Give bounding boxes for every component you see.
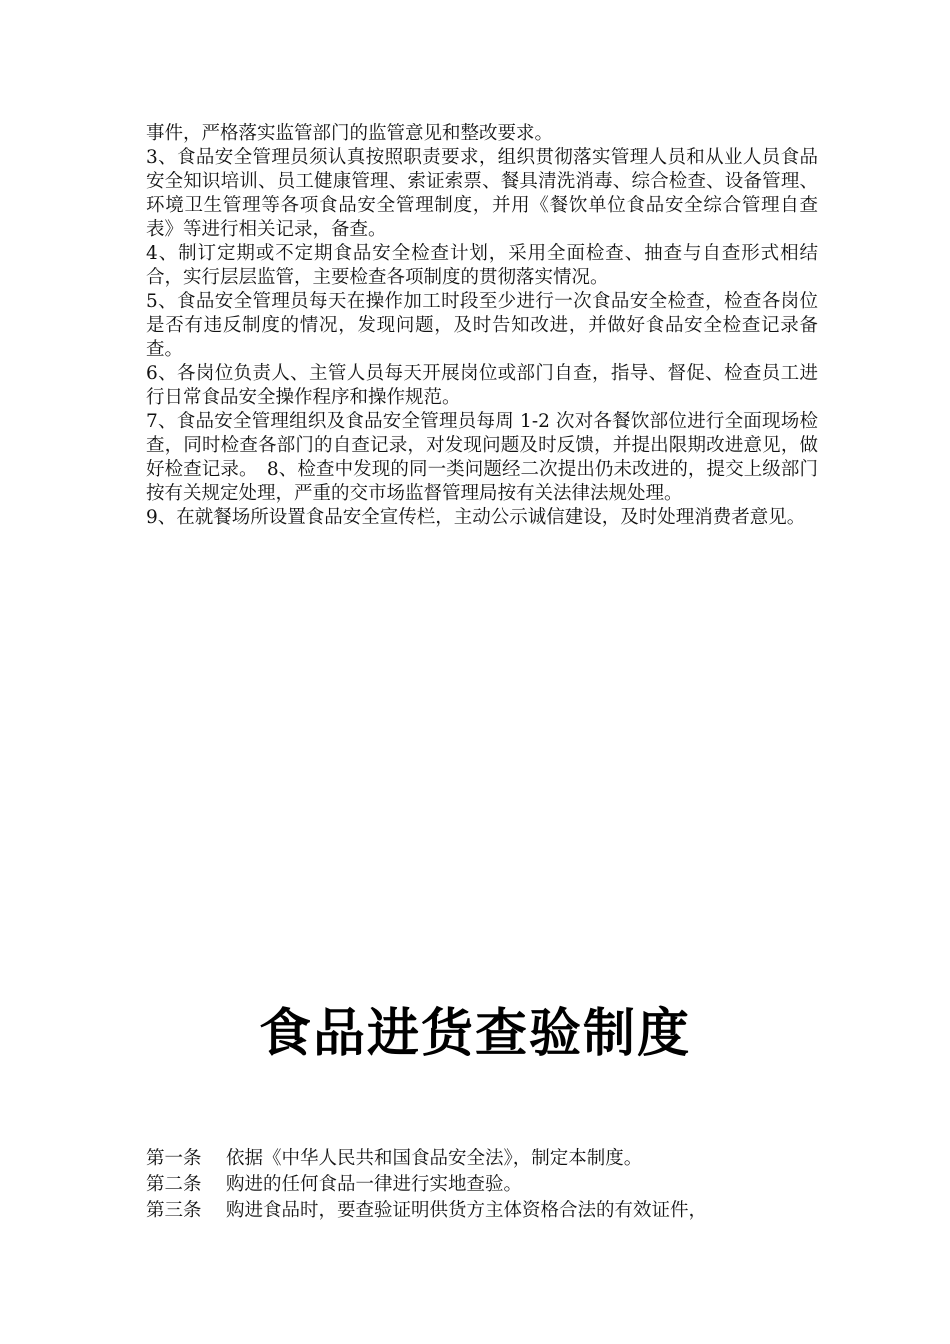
- article-list: [146, 1146, 826, 1224]
- paragraph: 4、制订定期或不定期食品安全检查计划，采用全面检查、抽查与自查形式相结合，实行层层监管，主要检查各项制度的贯彻落实情况。: [146, 243, 818, 288]
- body-text: [146, 122, 818, 530]
- article-item: [146, 1198, 826, 1224]
- article-text: 依据《中华人民共和国食品安全法》，制定本制度。: [226, 1148, 643, 1169]
- article-item: [146, 1172, 826, 1198]
- paragraph: 3、食品安全管理员须认真按照职责要求，组织贯彻落实管理人员和从业人员食品安全知识培训、员工健康管理、索证索票、餐具清洗消毒、综合检查、设备管理、环境卫生管理等各项食品安全管理制度，并用《餐饮单位食品安全综合管理自查表》等进行相关记录，备查。: [146, 147, 818, 240]
- paragraph: 7、食品安全管理组织及食品安全管理员每周 1-2 次对各餐饮部位进行全面现场检查，同时检查各部门的自查记录，对发现问题及时反馈，并提出限期改进意见，做好检查记录。 8、检查中发现的同一类问题经二次提出仍未改进的，提交上级部门按有关规定处理，严重的交市场监督管理局按有关法律法规处理。: [146, 411, 818, 504]
- article-number: 第二条: [146, 1174, 202, 1195]
- article-number: 第一条: [146, 1148, 202, 1169]
- paragraph: 5、食品安全管理员每天在操作加工时段至少进行一次食品安全检查，检查各岗位是否有违反制度的情况，发现问题，及时告知改进，并做好食品安全检查记录备查。: [146, 291, 818, 360]
- article-text: 购进的任何食品一律进行实地查验。: [226, 1174, 523, 1195]
- article-item: [146, 1146, 826, 1172]
- article-text: 购进食品时，要查验证明供货方主体资格合法的有效证件，: [226, 1200, 708, 1221]
- paragraph: 9、在就餐场所设置食品安全宣传栏，主动公示诚信建设，及时处理消费者意见。: [146, 507, 806, 528]
- paragraph: 6、各岗位负责人、主管人员每天开展岗位或部门自查，指导、督促、检查员工进行日常食品安全操作程序和操作规范。: [146, 363, 818, 408]
- article-number: 第三条: [146, 1200, 202, 1221]
- document-title: 食品进货查验制度: [258, 1004, 691, 1064]
- paragraph: 事件，严格落实监管部门的监管意见和整改要求。: [146, 123, 554, 144]
